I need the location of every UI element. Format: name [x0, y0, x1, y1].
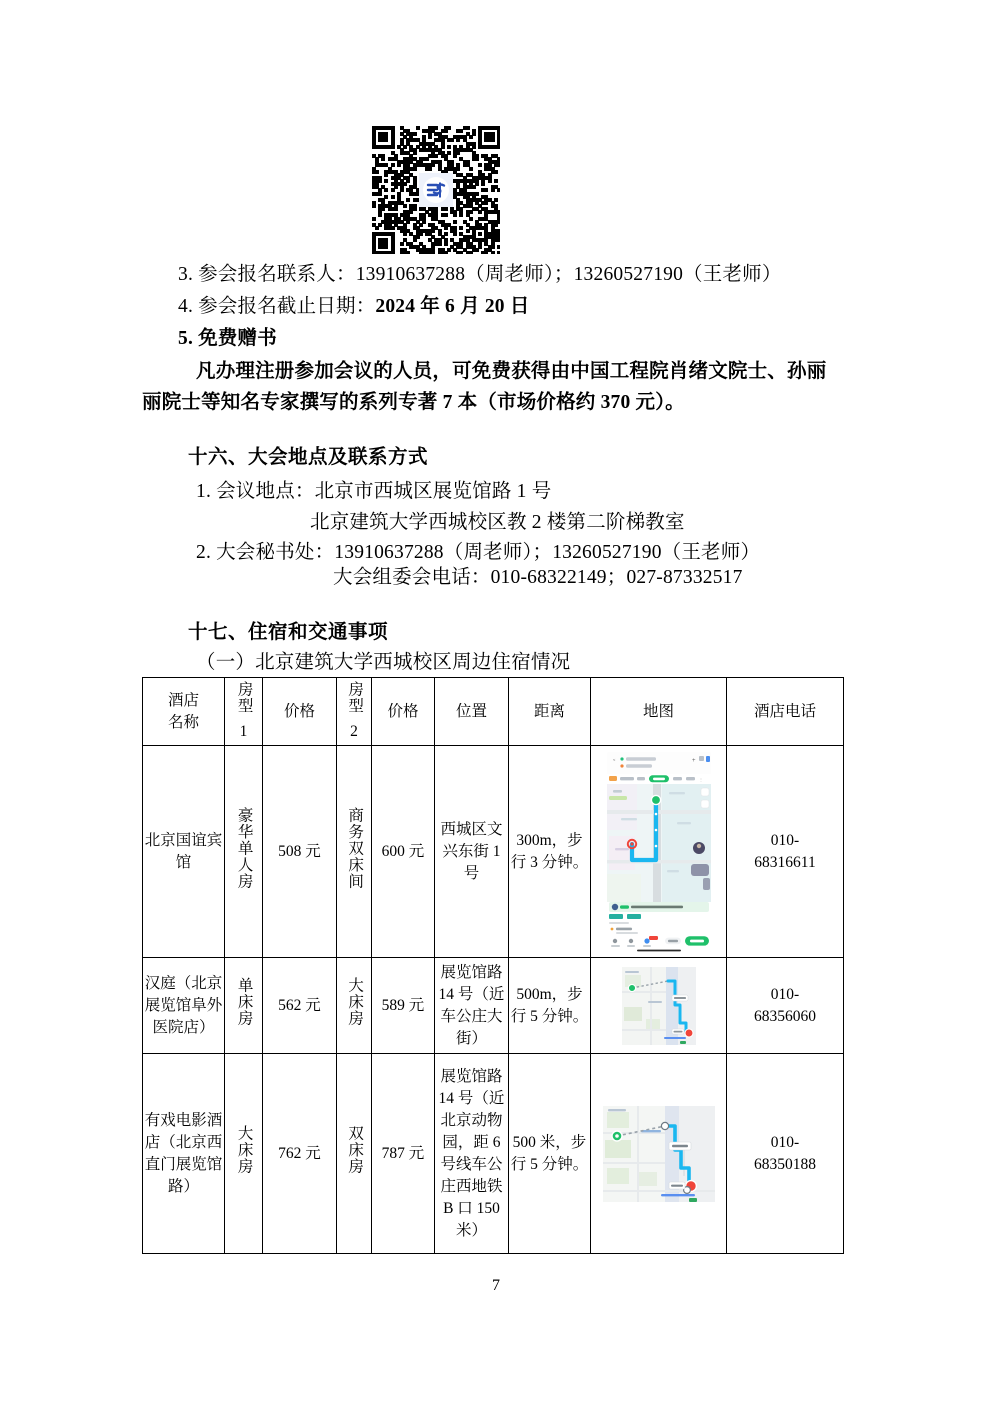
cell-distance: 500 米，步行 5 分钟。	[509, 1054, 591, 1254]
hotel-name-header-line1: 酒店	[167, 691, 199, 709]
hotel-accommodation-table	[142, 677, 844, 1254]
cell-location: 西城区文兴东街 1 号	[435, 746, 509, 958]
col-header-price-1: 价格	[263, 678, 337, 746]
room-type-2-header-number: 2	[350, 722, 358, 740]
cell-phone	[727, 958, 844, 1054]
room-type-1-header-number: 1	[239, 722, 248, 740]
contact-line-item-3: 3. 参会报名联系人：13910637288（周老师）；13260527190（王老师）	[178, 264, 782, 285]
free-book-paragraph-line-2: 丽院士等知名专家撰写的系列专著 7 本（市场价格约 370 元）。	[142, 392, 685, 413]
free-book-paragraph-line-1: 凡办理注册参加会议的人员，可免费获得由中国工程院肖绪文院士、孙丽	[196, 361, 827, 382]
cell-price-2: 589 元	[372, 958, 435, 1054]
svg-text:+: +	[691, 757, 696, 764]
col-header-distance: 距离	[509, 678, 591, 746]
col-header-price-2: 价格	[372, 678, 435, 746]
room-type-1-value: 单床房	[235, 977, 253, 1027]
cell-price-1: 562 元	[263, 958, 337, 1054]
cell-hotel-name: 汉庭（北京展览馆阜外医院店）	[143, 958, 225, 1054]
cell-price-1: 508 元	[263, 746, 337, 958]
col-header-location: 位置	[435, 678, 509, 746]
free-book-heading-item-5: 5. 免费赠书	[178, 328, 277, 349]
section-16-heading: 十六、大会地点及联系方式	[188, 447, 429, 468]
deadline-line-item-4	[178, 292, 530, 322]
hotel-name-header-line2: 名称	[167, 713, 199, 731]
cell-hotel-name: 有戏电影酒店（北京西直门展览馆路）	[143, 1054, 225, 1254]
room-type-1-value: 豪华单人房	[235, 806, 253, 890]
cell-phone	[727, 1054, 844, 1254]
col-header-hotel-name	[143, 678, 225, 746]
cell-price-2: 787 元	[372, 1054, 435, 1254]
cell-hotel-name: 北京国谊宾馆	[143, 746, 225, 958]
qr-center-logo-icon	[419, 173, 453, 207]
cell-price-1: 762 元	[263, 1054, 337, 1254]
cell-price-2: 600 元	[372, 746, 435, 958]
deadline-label: 4. 参会报名截止日期：	[178, 296, 376, 317]
phone-prefix: 010-	[770, 1133, 800, 1151]
cell-map	[591, 746, 727, 958]
cell-phone	[727, 746, 844, 958]
table-row	[143, 746, 844, 958]
room-type-1-header-text: 房型	[235, 680, 253, 714]
cell-map	[591, 1054, 727, 1254]
cell-room-type-2	[337, 746, 372, 958]
col-header-room-type-1	[225, 678, 263, 746]
col-header-room-type-2	[337, 678, 372, 746]
section-16-line-3: 2. 大会秘书处：13910637288（周老师）；13260527190（王老师）	[196, 542, 761, 563]
section-17-subheading: （一）北京建筑大学西城校区周边住宿情况	[196, 652, 571, 673]
cell-location: 展览馆路 14 号（近车公庄大街）	[435, 958, 509, 1054]
phone-prefix: 010-	[770, 985, 800, 1003]
svg-text:<: <	[612, 756, 615, 762]
svg-text:⋮: ⋮	[698, 776, 703, 782]
cell-room-type-1	[225, 1054, 263, 1254]
room-type-2-header-text: 房型	[346, 680, 364, 714]
room-type-2-value: 商务双床间	[346, 806, 364, 890]
table-row	[143, 1054, 844, 1254]
col-header-phone: 酒店电话	[727, 678, 844, 746]
cell-room-type-1	[225, 746, 263, 958]
map-thumbnail-hanting-hotel	[622, 967, 696, 1045]
map-thumbnail-youxi-hotel	[603, 1106, 715, 1202]
cell-location: 展览馆路 14 号（近北京动物园，距 6 号线车公庄西地铁 B 口 150 米）	[435, 1054, 509, 1254]
phone-prefix: 010-	[770, 831, 800, 849]
room-type-1-value: 大床房	[235, 1125, 253, 1175]
section-17-heading: 十七、住宿和交通事项	[188, 622, 389, 643]
cell-distance: 300m，步行 3 分钟。	[509, 746, 591, 958]
deadline-date: 2024 年 6 月 20 日	[375, 296, 530, 317]
registration-qr-code	[372, 126, 500, 254]
phone-number: 68356060	[754, 1007, 816, 1025]
cell-distance: 500m，步行 5 分钟。	[509, 958, 591, 1054]
room-type-2-value: 大床房	[346, 977, 364, 1027]
table-header-row	[143, 678, 844, 746]
phone-number: 68316611	[754, 853, 816, 871]
cell-map	[591, 958, 727, 1054]
section-16-line-2: 北京建筑大学西城校区教 2 楼第二阶梯教室	[310, 512, 685, 533]
col-header-map: 地图	[591, 678, 727, 746]
phone-number: 68350188	[754, 1155, 816, 1173]
room-type-2-value: 双床房	[346, 1125, 364, 1175]
map-thumbnail-guoyi-hotel	[607, 752, 711, 952]
section-16-line-1: 1. 会议地点：北京市西城区展览馆路 1 号	[196, 481, 552, 502]
cell-room-type-2	[337, 1054, 372, 1254]
table-row	[143, 958, 844, 1054]
page-number: 7	[492, 1277, 500, 1294]
section-16-line-4: 大会组委会电话：010-68322149；027-87332517	[333, 567, 743, 588]
cell-room-type-1	[225, 958, 263, 1054]
cell-room-type-2	[337, 958, 372, 1054]
